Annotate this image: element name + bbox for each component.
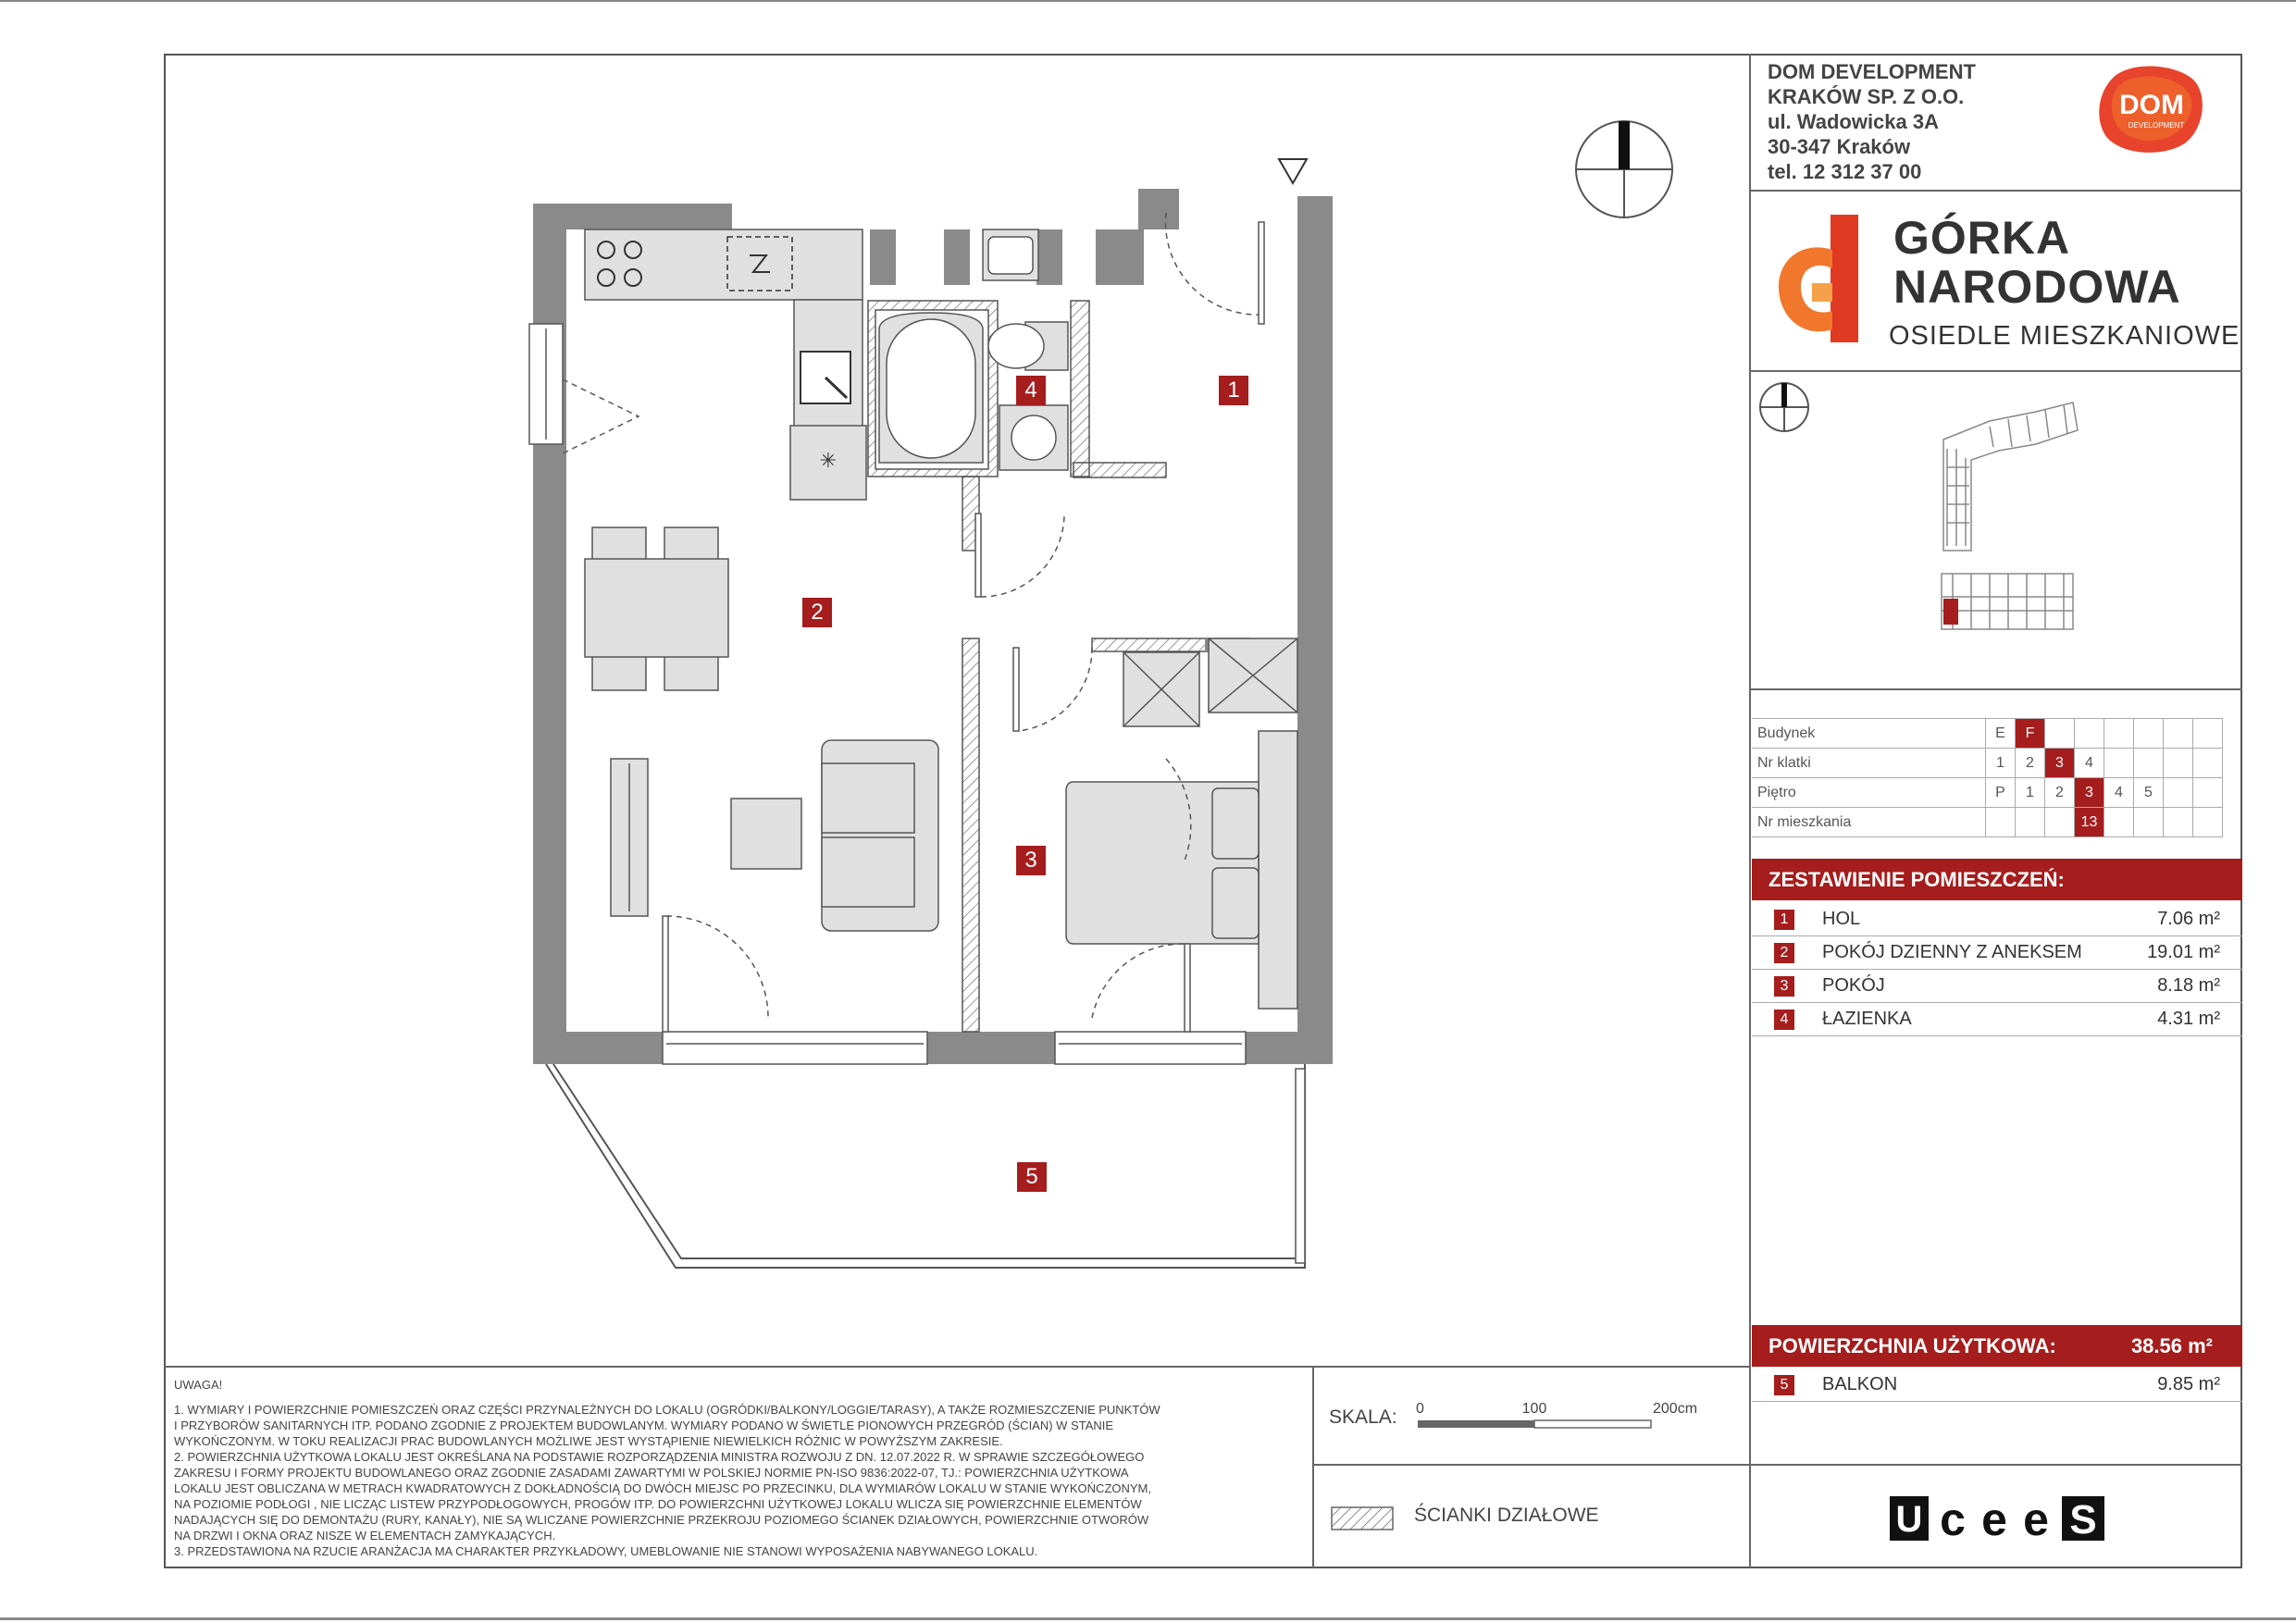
room-area: 8.18 m² [2157, 975, 2220, 996]
info-row-budynek [1752, 719, 2223, 749]
room-number: 5 [1774, 1375, 1794, 1395]
storage-cabinets [1123, 638, 1297, 726]
company-name-line1: DOM DEVELOPMENT [1768, 60, 1976, 83]
scale-label: SKALA: [1329, 1406, 1397, 1428]
room-row [1752, 1003, 2242, 1036]
scale-tick: 200cm [1653, 1402, 1698, 1417]
floor-plan [518, 148, 1351, 1291]
info-cell [2164, 749, 2193, 778]
uceess-letter: U [1895, 1499, 1923, 1540]
room-row [1752, 970, 2242, 1003]
notes-line: I PRZYBORÓW SANITARNYCH ITP. PODANO ZGODNIE Z PROJEKTEM BUDOWLANYM. WYMIARY PODANO W ŚWIETLE PIONOWYCH PRZEGRÓD (ŚCIAN) W STANIE [174, 1419, 1114, 1432]
info-cell [2104, 749, 2134, 778]
room-number: 2 [1774, 943, 1794, 963]
company-phone: tel. 12 312 37 00 [1768, 160, 1922, 183]
room-name: POKÓJ DZIENNY Z ANEKSEM [1822, 942, 2082, 962]
company-name-line2: KRAKÓW SP. Z O.O. [1768, 85, 1965, 108]
legend-divider [1312, 1464, 1751, 1466]
north-compass-icon [1573, 118, 1675, 225]
room-number: 3 [1774, 976, 1794, 997]
info-cell [2045, 719, 2075, 749]
project-logo [1775, 213, 1886, 356]
project-subtitle: OSIEDLE MIESZKANIOWE [1889, 321, 2240, 351]
scale-tick: 100 [1521, 1402, 1547, 1417]
bed [1066, 731, 1297, 1009]
info-cell [2193, 808, 2223, 837]
info-cell: 1 [2016, 778, 2045, 808]
plan-tag-3: 3 [1016, 846, 1046, 875]
company-divider [1749, 190, 2242, 192]
info-cell: 5 [2134, 778, 2164, 808]
info-cell [2164, 719, 2193, 749]
info-cell [2193, 719, 2223, 749]
room-number: 1 [1774, 910, 1794, 930]
scale-tick: 0 [1416, 1402, 1424, 1417]
uceess-logo [1888, 1493, 2110, 1549]
info-cell: 4 [2104, 778, 2134, 808]
info-cell: 2 [2045, 778, 2075, 808]
info-cell: P [1986, 778, 2016, 808]
info-cell [2104, 808, 2134, 837]
dom-development-logo [2091, 63, 2212, 155]
room-area: 4.31 m² [2157, 1009, 2220, 1029]
room-name: ŁAZIENKA [1822, 1009, 1912, 1029]
balcony-outline [546, 1064, 1305, 1268]
notes-line: WYKOŃCZONYM. W TOKU REALIZACJI PRAC BUDOWLANYCH MOŻLIWE JEST WYSTĄPIENIE NIEWIELKICH RÓŻNIC W POWYŻSZYM ZAKRESIE. [174, 1434, 1003, 1448]
entrance-marker-icon [1279, 159, 1307, 183]
info-cell [2045, 808, 2075, 837]
info-cell: E [1986, 719, 2016, 749]
dom-logo-subtext: DEVELOPMENT [2128, 121, 2185, 130]
notes-line: NA DRZWI I OKNA ORAZ NISZE W ELEMENTACH ZAMYKAJĄCYCH. [174, 1529, 556, 1542]
info-cell [2164, 808, 2193, 837]
info-cell [2134, 808, 2164, 837]
dining-set [585, 527, 728, 690]
rooms-heading: ZESTAWIENIE POMIESZCZEŃ: [1752, 859, 2242, 900]
plan-tag-1: 1 [1219, 376, 1248, 405]
info-cell-selected: 3 [2075, 778, 2104, 808]
company-info [1768, 59, 1976, 184]
info-cell [2075, 719, 2104, 749]
notes-line: NA POZIOMIE PODŁOGI , NIE LICZĄC LISTEW PRZYPODŁOGOWYCH, PROGÓW ITP. DO POWIERZCHNI UŻYTKOWEJ LOKALU WLICZA SIĘ POWIERZCHNIE ELEMENTÓW [174, 1497, 1142, 1511]
hatch-legend-swatch [1331, 1506, 1394, 1535]
info-cell [2193, 749, 2223, 778]
info-cell [2134, 719, 2164, 749]
room-area: 7.06 m² [2157, 909, 2220, 929]
plan-tag-2: 2 [802, 598, 832, 627]
info-cell: 1 [1986, 749, 2016, 778]
location-table [1752, 718, 2223, 837]
brand-divider [1749, 370, 2242, 372]
notes-line: NADAJĄCYCH SIĘ DO DEMONTAŻU (RURY, KANAŁY), NIE SĄ WLICZANE POWIERZCHNIE PRZEKROJU POZIOMEGO ŚCIANEK DZIAŁOWYCH, POWIERZCHNIE OTWORÓW [174, 1513, 1149, 1527]
right-panel-divider [1749, 54, 1751, 1568]
keyplan-compass-icon [1758, 381, 1810, 438]
uceess-letter: c [1940, 1493, 1966, 1544]
notes-line: ZAKRESU I FORMY PROJEKTU BUDOWLANEGO ORAZ ZGODNIE ZASADAMI ZAWARTYMI W POLSKIEJ NORMIE PN-ISO 9836:2022-07, TJ.: POWIERZCHNIA UŻYTKOWA [174, 1466, 1129, 1480]
building-keyplan [1934, 393, 2082, 648]
room-row [1752, 903, 2242, 936]
uceess-letter: e [2023, 1493, 2049, 1544]
room-row [1752, 936, 2242, 970]
plan-tag-4: 4 [1016, 376, 1046, 405]
keyplan-divider [1749, 688, 2242, 690]
plan-tag-5: 5 [1017, 1162, 1047, 1192]
living-furniture [611, 740, 938, 931]
bottom-rule [0, 1617, 2296, 1620]
info-label: Nr mieszkania [1752, 808, 1986, 837]
info-cell [1986, 808, 2016, 837]
room-name: HOL [1822, 909, 1861, 929]
svg-text:✳: ✳ [819, 450, 838, 473]
dom-logo-text: DOM [2119, 90, 2184, 120]
info-label: Piętro [1752, 778, 1986, 808]
notes-divider [164, 1366, 1751, 1368]
room-name: POKÓJ [1822, 975, 1885, 996]
info-cell [2016, 808, 2045, 837]
project-title-line2: NARODOWA [1893, 261, 2181, 313]
scale-divider [1312, 1366, 1314, 1568]
info-cell [2164, 778, 2193, 808]
info-cell-selected: 3 [2045, 749, 2075, 778]
room-number: 4 [1774, 1010, 1794, 1030]
notes-line: 1. WYMIARY I POWIERZCHNIE POMIESZCZEŃ ORAZ CZĘŚCI PRZYNALEŻNYCH DO LOKALU (OGRÓDKI/BALKONY/LOGGIE/TARASY), A TAKŻE ROZMIESZCZENIE PUNKTÓW [174, 1403, 1160, 1417]
room-area: 19.01 m² [2147, 942, 2220, 962]
info-cell: 2 [2016, 749, 2045, 778]
company-street: ul. Wadowicka 3A [1768, 110, 1940, 133]
notes-line: 3. PRZEDSTAWIONA NA RZUCIE ARANŻACJA MA CHARAKTER PRZYKŁADOWY, UMEBLOWANIE NIE STANOWI WYPOSAŻENIA NABYWANEGO LOKALU. [174, 1544, 1038, 1558]
info-cell [2104, 719, 2134, 749]
notes-line: 2. POWIERZCHNIA UŻYTKOWA LOKALU JEST OKREŚLANA NA PODSTAWIE ROZPORZĄDZENIA MINISTRA ROZWOJU Z DN. 12.07.2022 R. W SPRAWIE SZCZEGÓŁOWEGO [174, 1450, 1145, 1464]
top-rule [0, 0, 2296, 2]
info-label: Budynek [1752, 719, 1986, 749]
info-row-mieszkanie [1752, 808, 2223, 837]
room-area: 9.85 m² [2157, 1374, 2220, 1394]
legend-label: ŚCIANKI DZIAŁOWE [1414, 1505, 1599, 1526]
info-row-klatka [1752, 749, 2223, 778]
room-row-balcony [1752, 1369, 2242, 1402]
info-cell [2134, 749, 2164, 778]
uceess-letter: S [2069, 1497, 2097, 1542]
room-name: BALKON [1822, 1374, 1898, 1394]
notes-line: LOKALU JEST OBLICZANA W METRACH KWADRATOWYCH Z DOKŁADNOŚCIĄ DO DWÓCH MIEJSC PO PRZECINKU, DLA WYMIARÓW LOKALU W STANIE WYKOŃCZONYM, [174, 1481, 1152, 1495]
uceess-letter: e [1981, 1493, 2007, 1544]
project-title-line1: GÓRKA [1893, 212, 2071, 264]
scale-bar [1416, 1402, 1712, 1440]
info-cell: 4 [2075, 749, 2104, 778]
logo-divider [1749, 1464, 2242, 1466]
notes [174, 1377, 1285, 1559]
total-area-label: POWIERZCHNIA UŻYTKOWA: [1769, 1334, 2056, 1357]
info-cell-selected: F [2016, 719, 2045, 749]
info-cell [2193, 778, 2223, 808]
company-city: 30-347 Kraków [1768, 135, 1911, 158]
notes-title: UWAGA! [174, 1378, 223, 1392]
total-area-bar [1752, 1325, 2242, 1367]
total-area-value: 38.56 m² [2130, 1334, 2213, 1357]
info-label: Nr klatki [1752, 749, 1986, 778]
info-cell-selected: 13 [2075, 808, 2104, 837]
info-row-pietro [1752, 778, 2223, 808]
